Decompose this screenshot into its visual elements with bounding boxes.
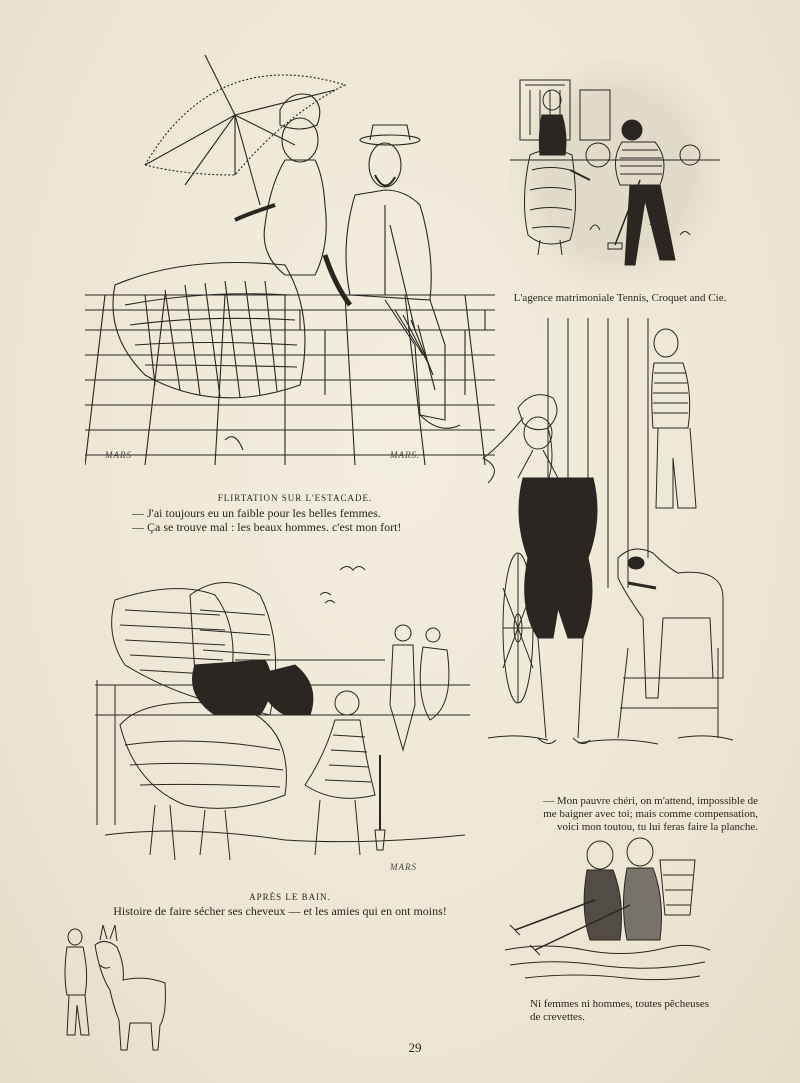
- flirtation-dialogue: [110, 506, 492, 535]
- flirtation-line-2: — Ça se trouve mal : les beaux hommes. c'est mon fort!: [132, 520, 402, 535]
- bathing-line-3: voici mon toutou, tu lui feras faire la planche.: [557, 821, 758, 834]
- illustration-apres-bain: [85, 555, 470, 875]
- bathing-caption: [488, 795, 758, 835]
- pecheuses-line-1: Ni femmes ni hommes, toutes pêcheuses: [530, 998, 710, 1010]
- apres-bain-caption: Histoire de faire sécher ses cheveux — et les amies qui en ont moins!: [113, 904, 447, 918]
- pecheuses-drawing: [505, 830, 710, 990]
- tennis-croquet-drawing: [510, 60, 720, 288]
- illustration-tennis-croquet: [510, 60, 720, 288]
- bathing-line-1: — Mon pauvre chéri, on m'attend, impossible de: [543, 795, 758, 807]
- signature-mars-left: MARS: [105, 450, 132, 460]
- flirtation-line-1: — J'ai toujours eu un faible pour les belles femmes.: [132, 506, 381, 520]
- illustration-pecheuses: [505, 830, 710, 990]
- bathing-line-2: me baigner avec toi; mais comme compensation,: [543, 808, 758, 821]
- signature-mars-right: MARS.: [390, 450, 421, 460]
- illustration-donkey: [55, 925, 175, 1055]
- apres-bain-signature: MARS: [390, 862, 417, 872]
- tennis-caption: L'agence matrimoniale Tennis, Croquet and Cie.: [513, 292, 727, 304]
- flirtation-drawing: [85, 55, 495, 475]
- illustration-flirtation: [85, 55, 495, 475]
- pecheuses-line-2: de crevettes.: [530, 1011, 585, 1024]
- donkey-drawing: [55, 925, 175, 1055]
- illustration-bathing-woman-dog: [478, 318, 738, 778]
- page-number: 29: [408, 1040, 422, 1055]
- bathing-woman-drawing: [478, 318, 738, 778]
- apres-bain-drawing: [85, 555, 470, 875]
- flirtation-title: FLIRTATION SUR L'ESTACADE.: [217, 493, 373, 503]
- pecheuses-caption: [508, 998, 770, 1024]
- apres-bain-title: APRÈS LE BAIN.: [249, 892, 331, 902]
